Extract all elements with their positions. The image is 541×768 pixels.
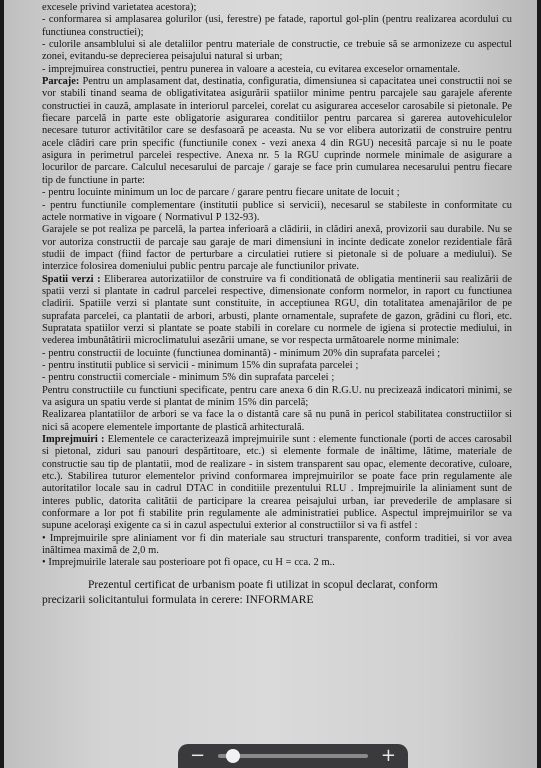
parcaje-heading: Parcaje:	[42, 76, 80, 88]
intro-line-2: - conformarea si amplasarea golurilor (usi, ferestre) pe fatade, raportul gol-plin (pentru realizarea acordului cu functiunea constructiei);	[42, 14, 512, 38]
parcaje-item-1: - pentru locuinte minimum un loc de parcare / garare pentru fiecare unitate de locuit ;	[42, 187, 400, 199]
imprejmuiri-text: Elementele ce caracterizează imprejmuirile sunt : elemente functionale (porti de acces carosabil si pietonal, ziduri sau panouri despărtitoare, etc.) si elemente formale de inăltime, lătime, materiale de constructie sau tip de plantatii, mod de realizare - in sistem transparent sau opac, elemente decorative, culoare, etc.). Stabilirea tuturor elementelor privind conformarea imprejmuirilor se poate face prin regulamente ale autoritatilor locale sau in cadrul DTAC in conditiile prezentului RLU . Imprejmuirile la aliniament sunt de interes public, datorita calitătii de participare la crearea peisajului urban, iar prevederile de amplasare si conformare a lor pot fi stabilite prin regulamente ale administratiei publice. Aspectul imprejmuirilor se va supune aceloraşi exigente ca si in cazul aspectului exterior al constructiilor si va fi astfel :	[42, 434, 512, 532]
imprejmuiri-item-2: • Imprejmuirile laterale sau posterioare pot fi opace, cu H = cca. 2 m..	[42, 557, 335, 569]
spatii-item-2: - pentru institutii publice si servicii - minimum 15% din suprafata parcelei ;	[42, 359, 359, 371]
parcaje-item-2: - pentru functiunile complementare (institutii publice si servicii), necesarul se stabileste in conformitate cu actele normative in vigoare ( Normativul P 132-93).	[42, 199, 512, 223]
zoom-in-button[interactable]	[381, 747, 396, 765]
intro-line-3: - culorile ansamblului si ale detaliilor pentru materiale de constructie, ce trebuie să se armonizeze cu aspectul zonei, evitandu-se deprecierea peisajului natural si urban;	[42, 39, 512, 63]
zoom-toolbar	[178, 744, 408, 768]
imprejmuiri-item-1: • Imprejmuirile spre aliniament vor fi din materiale sau structuri transparente, conform traditiei, si vor avea inăltimea maximă de 2,0 m.	[42, 532, 512, 557]
parcaje-text: Pentru un amplasament dat, destinatia, configuratia, dimensiunea si capacitatea unei constructii noi se vor stabili tinand seama de obligativitatea asigurării spatiilor minime pentru parcajele sau garajele aferente constructiei in cauză, amplasate in interiorul parcelei, corelat cu asigurarea acceselor carosabile si pietonale. Pe fiecare parcelă in parte este obligatorie asigurarea conditiilor pentru parcarea si garerea autovehiculelor necesare tuturor activitătilor care se desfasoară pe aceasta. Nu se vor elibera autorizatii de construire pentru acele clădiri care prin specific (functiunile conex - vezi anexa 4 din RGU) necesită parcaje si nu le poate asigura in perimetrul parcelei respective. Anexa nr. 5 la RGU cuprinde normele minimale de asigurare a locurilor de parcare. Calculul necesarului de parcaje / garaje se face prin cumularea necesarului pentru fiecare tip de functiune in parte:	[42, 76, 512, 186]
imprejmuiri-paragraph	[42, 434, 512, 533]
spatii-paragraph-3: Realizarea plantatiilor de arbori se va face la o distantă care să nu pună in pericol stabilitatea constructiilor si nici să acopere elementele importante de plastică arhitecturală.	[42, 409, 512, 433]
spatii-paragraph	[42, 274, 512, 348]
zoom-out-button[interactable]	[190, 747, 205, 765]
garaje-paragraph: Garajele se pot realiza pe parcelă, la partea inferioară a clădirii, in clădiri anexă, provizorii sau durabile. Nu se vor autoriza constructii de parcaje sau garaje de mari dimensiuni in incinte dedicate zonelor rezidentiale fără studii de impact (fiind factor de perturbare a circulatiei rutiere si pietonale si de poluare a mediului). Se interzice folosirea domeniului public pentru parcaje ale functiunilor private.	[42, 224, 512, 273]
closing-paragraph	[42, 578, 512, 608]
intro-line-4: - imprejmuirea constructiei, pentru punerea in valoare a acesteia, cu evitarea exceselor ornamentale.	[42, 63, 461, 75]
zoom-slider[interactable]	[218, 754, 368, 758]
imprejmuiri-heading: Imprejmuiri :	[42, 434, 105, 446]
spatii-paragraph-2: Pentru constructiile cu functiuni specificate, pentru care anexa 6 din R.G.U. nu precizează indicatori minimi, se va asigura un spatiu verde si plantat de minim 15% din parcelă;	[42, 384, 512, 408]
closing-line-2: precizarii solicitantului formulata in cerere: INFORMARE	[42, 593, 314, 606]
spatii-item-1: - pentru constructii de locuinte (functiunea dominantă) - minimum 20% din suprafata parcelei ;	[42, 347, 441, 359]
document-photo	[4, 0, 537, 768]
document-page	[42, 2, 512, 608]
spatii-text: Eliberarea autorizatiilor de construire va fi conditionată de obligatia mentinerii sau realizării de spatii verzi si plantate in cadrul parcelei respective, dimensionate conform normelor, in raport cu functiunea cladirii. Spatiile verzi si plantate sunt constituite, in acceptiunea RGU, din totalitatea amenajărilor de pe suprafata parcelei, ca plantatii de arbori, arbusti, plante ornamentale, suprafete de gazon, grădini cu flori, etc. Supratata spatiilor verzi si plantate se poate stabili in corelare cu normele de igiena si protectie mediului, in vederea imbunătătirii microclimatului asezării umane, se vor respecta următoarele norme minimale:	[42, 273, 512, 347]
spatii-heading: Spatii verzi :	[42, 273, 101, 285]
parcaje-paragraph	[42, 76, 512, 187]
intro-line-1: excesele privind varietatea acestora);	[42, 2, 197, 13]
spatii-item-3: - pentru constructii comerciale - minimum 5% din suprafata parcelei ;	[42, 372, 335, 384]
zoom-slider-handle[interactable]	[226, 749, 240, 763]
minus-icon: −	[190, 745, 206, 766]
closing-line-1: Prezentul certificat de urbanism poate fi utilizat in scopul declarat, conform	[88, 578, 438, 591]
plus-icon: +	[380, 745, 396, 766]
